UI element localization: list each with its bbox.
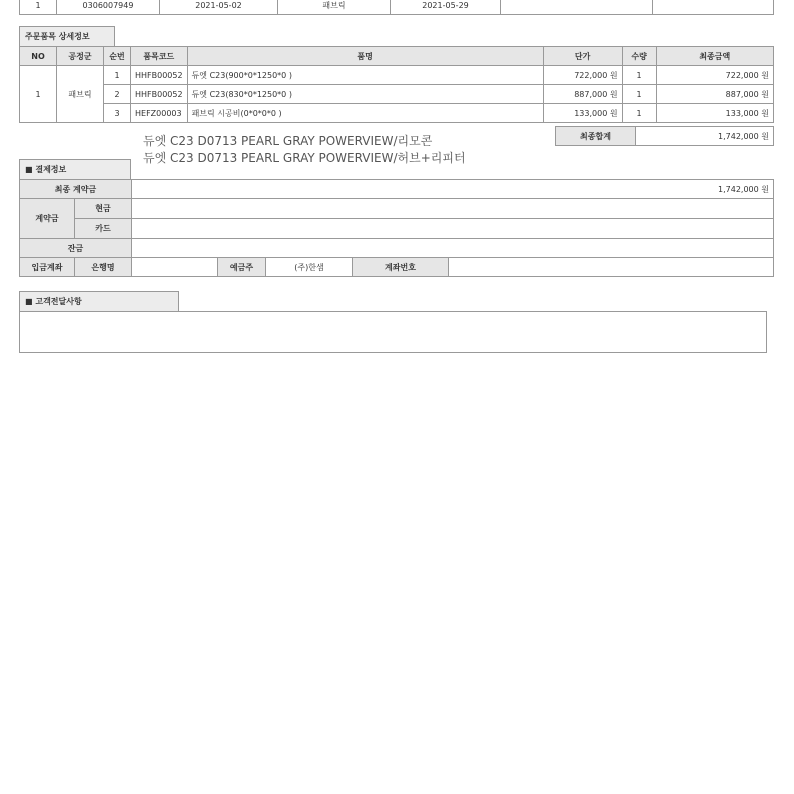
account-number-label: 계좌번호 <box>353 258 449 277</box>
row-name: 듀엣 C23(900*0*1250*0 ) <box>187 66 543 85</box>
row-code: HHFB00052 <box>131 85 188 104</box>
row-price: 887,000 원 <box>543 85 622 104</box>
summary-date2: 2021-05-29 <box>391 0 501 15</box>
account-number-value <box>449 258 774 277</box>
header-qty: 수량 <box>622 47 656 66</box>
row-amount: 887,000 원 <box>656 85 773 104</box>
memo-section-title: ■ 고객전달사항 <box>19 291 179 311</box>
header-price: 단가 <box>543 47 622 66</box>
final-deposit-value: 1,742,000 원 <box>132 180 774 199</box>
total-label: 최종합계 <box>556 127 636 146</box>
row-qty: 1 <box>622 104 656 123</box>
table-row <box>20 66 774 85</box>
note-line-2: 듀엣 C23 D0713 PEARL GRAY POWERVIEW/허브+리피터 <box>143 151 466 165</box>
summary-no: 1 <box>20 0 57 15</box>
row-amount: 133,000 원 <box>656 104 773 123</box>
total-value: 1,742,000 원 <box>636 127 774 146</box>
deposit-label: 계약금 <box>20 199 75 239</box>
card-value <box>132 219 774 239</box>
holder-label: 예금주 <box>218 258 266 277</box>
header-seq: 순번 <box>104 47 131 66</box>
header-amount: 최종금액 <box>656 47 773 66</box>
detail-header-row <box>20 47 774 66</box>
detail-table <box>19 46 774 123</box>
holder-value: (주)한샘 <box>266 258 353 277</box>
detail-no: 1 <box>20 66 57 123</box>
detail-group: 패브릭 <box>57 66 104 123</box>
summary-date1: 2021-05-02 <box>160 0 278 15</box>
summary-code: 0306007949 <box>57 0 160 15</box>
header-group: 공정군 <box>57 47 104 66</box>
card-label: 카드 <box>75 219 132 239</box>
summary-empty-2 <box>653 0 774 15</box>
row-seq: 2 <box>104 85 131 104</box>
row-qty: 1 <box>622 85 656 104</box>
header-code: 품목코드 <box>131 47 188 66</box>
order-summary-table <box>19 0 774 15</box>
row-price: 722,000 원 <box>543 66 622 85</box>
cash-value <box>132 199 774 219</box>
balance-label: 잔금 <box>20 239 132 258</box>
payment-table <box>19 179 774 277</box>
memo-box <box>19 311 767 353</box>
row-code: HEFZ00003 <box>131 104 188 123</box>
row-name: 듀엣 C23(830*0*1250*0 ) <box>187 85 543 104</box>
total-table <box>555 126 774 146</box>
bank-label: 은행명 <box>75 258 132 277</box>
bank-value <box>132 258 218 277</box>
summary-group: 패브릭 <box>278 0 391 15</box>
header-no: NO <box>20 47 57 66</box>
account-label: 입금계좌 <box>20 258 75 277</box>
table-row <box>20 85 774 104</box>
row-qty: 1 <box>622 66 656 85</box>
final-deposit-label: 최종 계약금 <box>20 180 132 199</box>
cash-label: 현금 <box>75 199 132 219</box>
summary-empty-1 <box>501 0 653 15</box>
balance-value <box>132 239 774 258</box>
row-name: 패브릭 시공비(0*0*0*0 ) <box>187 104 543 123</box>
row-amount: 722,000 원 <box>656 66 773 85</box>
header-name: 품명 <box>187 47 543 66</box>
payment-section-title: ■ 결제정보 <box>19 159 131 179</box>
detail-section-title: 주문품목 상세정보 <box>19 26 115 46</box>
row-seq: 3 <box>104 104 131 123</box>
table-row <box>20 104 774 123</box>
row-price: 133,000 원 <box>543 104 622 123</box>
note-line-1: 듀엣 C23 D0713 PEARL GRAY POWERVIEW/리모콘 <box>143 134 433 148</box>
row-seq: 1 <box>104 66 131 85</box>
row-code: HHFB00052 <box>131 66 188 85</box>
